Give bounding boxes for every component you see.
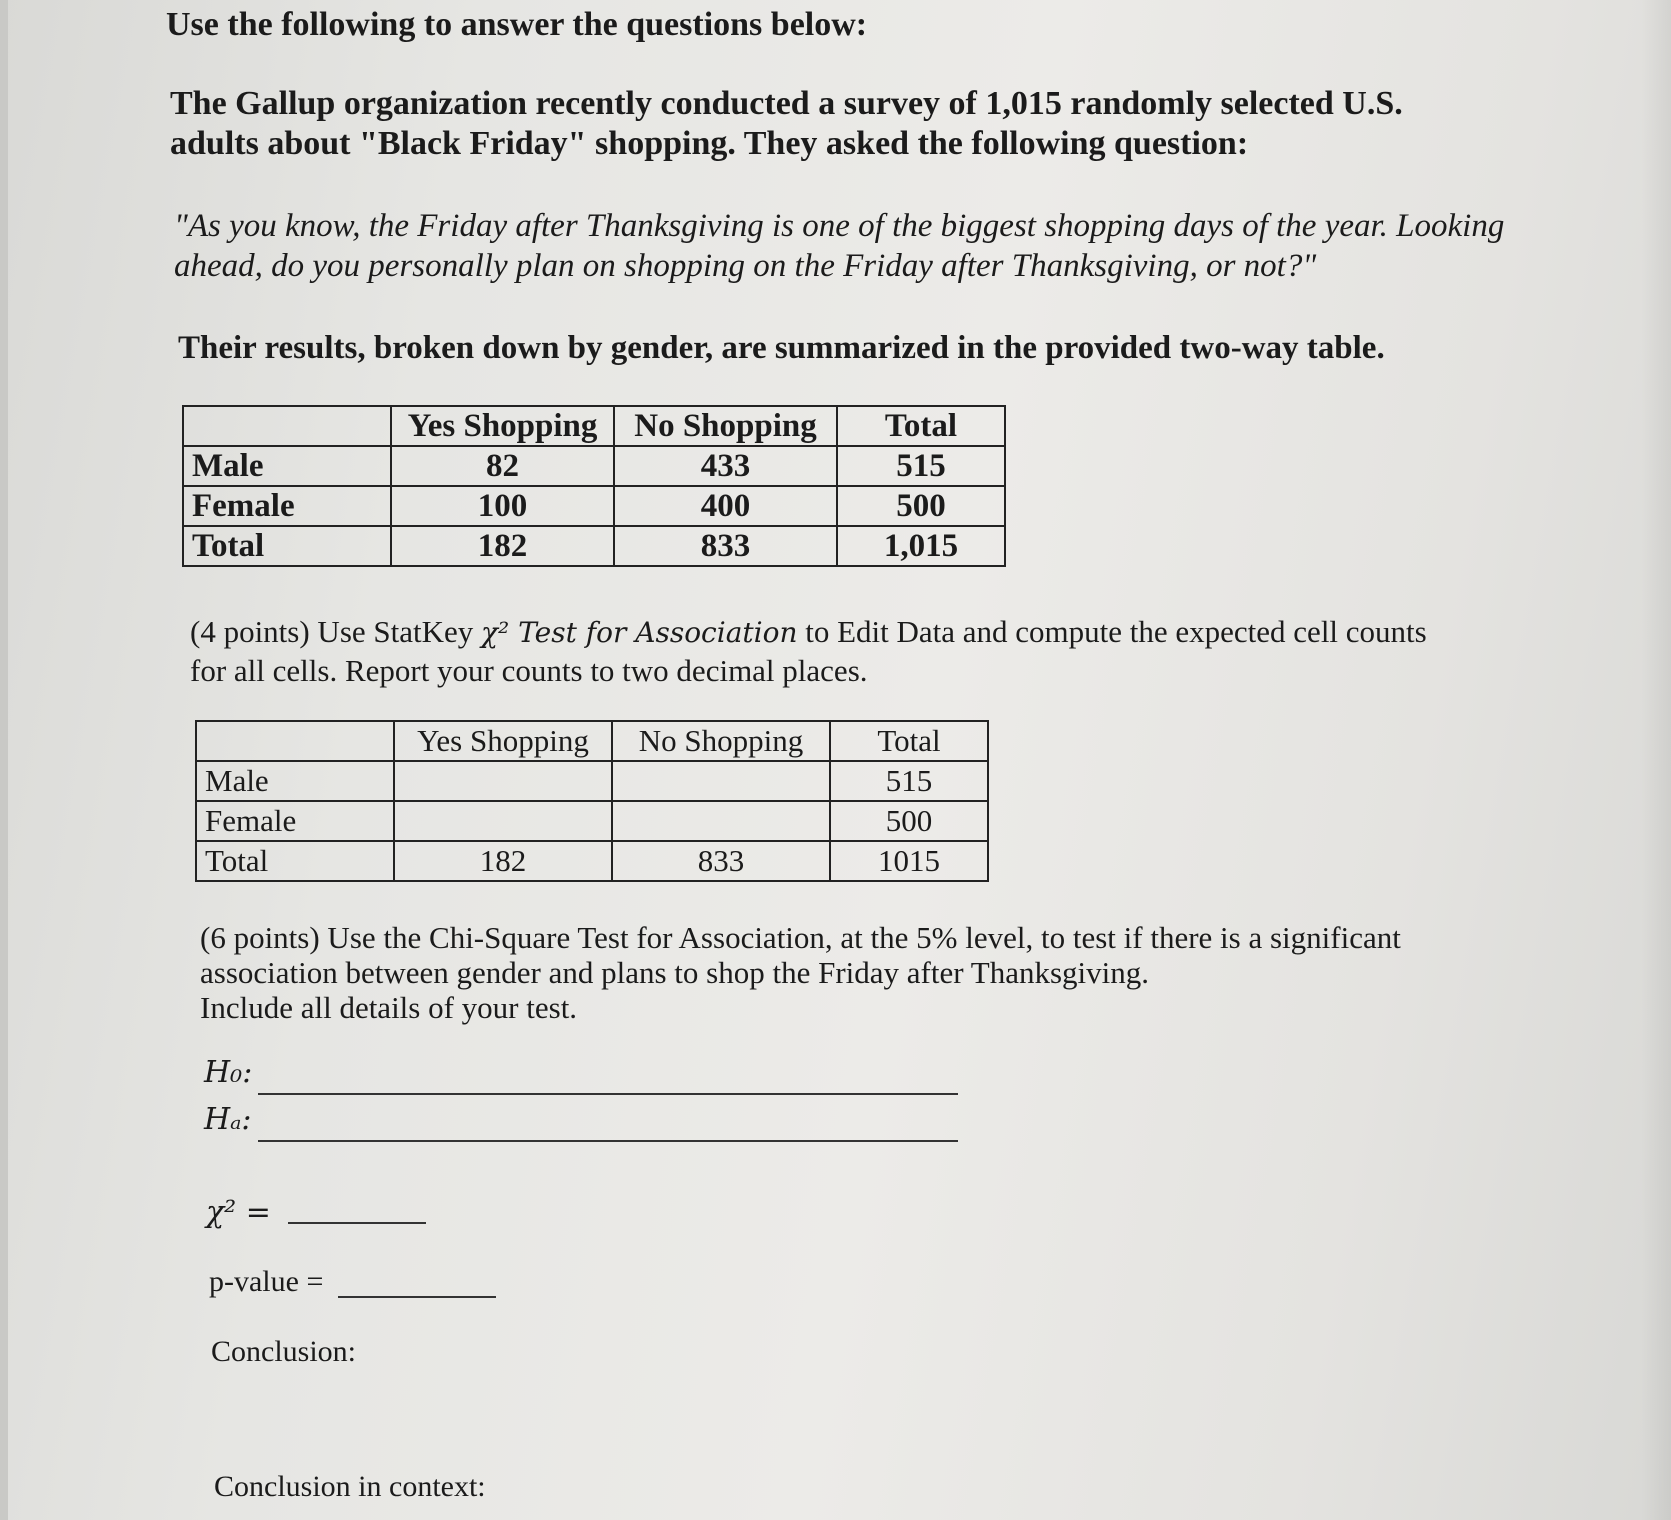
instruction-prefix: (4 points) Use StatKey bbox=[190, 614, 482, 649]
chi-square-label: χ² = bbox=[206, 1195, 271, 1230]
table-row bbox=[196, 801, 988, 841]
table-header-row bbox=[196, 721, 988, 761]
instruction-text: (6 points) Use the Chi-Square Test for Association, at the 5% level, to test if there is a significant association between gender and plans to shop the Friday after Thanksgiving. bbox=[200, 920, 1401, 990]
expected-counts-table bbox=[195, 720, 989, 882]
alternative-hypothesis-label: Hₐ: bbox=[204, 1102, 252, 1137]
expected-counts-instruction bbox=[190, 613, 1440, 690]
table-cell bbox=[183, 406, 391, 446]
page-heading: Use the following to answer the questions below: bbox=[166, 6, 868, 43]
null-hypothesis-blank[interactable] bbox=[258, 1093, 958, 1095]
table-header-cell: Total bbox=[837, 406, 1005, 446]
survey-question-quote: "As you know, the Friday after Thanksgiving is one of the biggest shopping days of the year. Looking ahead, do you personally plan on shopping on the Friday after Thanksgiving, or not?" bbox=[174, 208, 1505, 284]
table-header-row bbox=[183, 406, 1005, 446]
intro-paragraph: The Gallup organization recently conducted a survey of 1,015 randomly selected U.S. adults about "Black Friday" shopping. They asked the following question: bbox=[170, 85, 1403, 162]
conclusion-in-context-label: Conclusion in context: bbox=[214, 1470, 486, 1503]
p-value-label: p-value = bbox=[209, 1265, 324, 1298]
blank-answer-cell[interactable] bbox=[394, 801, 612, 841]
table-cell: 182 bbox=[391, 526, 614, 566]
table-cell: 500 bbox=[830, 801, 988, 841]
hypothesis-test-instruction bbox=[200, 920, 1500, 1025]
table-cell: 1,015 bbox=[837, 526, 1005, 566]
results-sentence: Their results, broken down by gender, are summarized in the provided two-way table. bbox=[178, 330, 1385, 366]
page-shadow bbox=[1641, 0, 1671, 1520]
table-cell: 82 bbox=[391, 446, 614, 486]
test-name: Test for Association bbox=[509, 616, 798, 649]
page-edge bbox=[0, 0, 8, 1520]
conclusion-label: Conclusion: bbox=[211, 1335, 357, 1368]
table-header-cell: Yes Shopping bbox=[394, 721, 612, 761]
row-label: Female bbox=[196, 801, 394, 841]
table-cell: 433 bbox=[614, 446, 837, 486]
table-header-cell: Total bbox=[830, 721, 988, 761]
row-label: Total bbox=[196, 841, 394, 881]
table-row bbox=[183, 486, 1005, 526]
table-cell: 515 bbox=[830, 761, 988, 801]
observed-counts-table bbox=[182, 405, 1006, 567]
table-row bbox=[196, 841, 988, 881]
row-label: Female bbox=[183, 486, 391, 526]
table-header-cell: No Shopping bbox=[612, 721, 830, 761]
blank-answer-cell[interactable] bbox=[612, 801, 830, 841]
row-label: Total bbox=[183, 526, 391, 566]
table-row bbox=[196, 761, 988, 801]
table-cell: 515 bbox=[837, 446, 1005, 486]
table-cell: 833 bbox=[612, 841, 830, 881]
blank-answer-cell[interactable] bbox=[612, 761, 830, 801]
blank-answer-cell[interactable] bbox=[394, 761, 612, 801]
table-cell: 500 bbox=[837, 486, 1005, 526]
table-cell: 1015 bbox=[830, 841, 988, 881]
table-row bbox=[183, 446, 1005, 486]
table-header-cell: No Shopping bbox=[614, 406, 837, 446]
null-hypothesis-label: H₀: bbox=[204, 1055, 253, 1090]
table-cell: 182 bbox=[394, 841, 612, 881]
chi-square-symbol: χ² bbox=[481, 616, 510, 649]
table-cell: 833 bbox=[614, 526, 837, 566]
instruction-details: Include all details of your test. bbox=[200, 990, 578, 1025]
table-cell: 100 bbox=[391, 486, 614, 526]
chi-square-blank[interactable] bbox=[288, 1222, 426, 1224]
row-label: Male bbox=[183, 446, 391, 486]
p-value-blank[interactable] bbox=[338, 1296, 496, 1298]
row-label: Male bbox=[196, 761, 394, 801]
table-cell bbox=[196, 721, 394, 761]
instruction-suffix: to Edit Data and compute the expected cell counts for all cells. Report your counts to two decimal places. bbox=[190, 614, 1427, 688]
alternative-hypothesis-blank[interactable] bbox=[258, 1140, 958, 1142]
table-cell: 400 bbox=[614, 486, 837, 526]
table-row bbox=[183, 526, 1005, 566]
table-header-cell: Yes Shopping bbox=[391, 406, 614, 446]
